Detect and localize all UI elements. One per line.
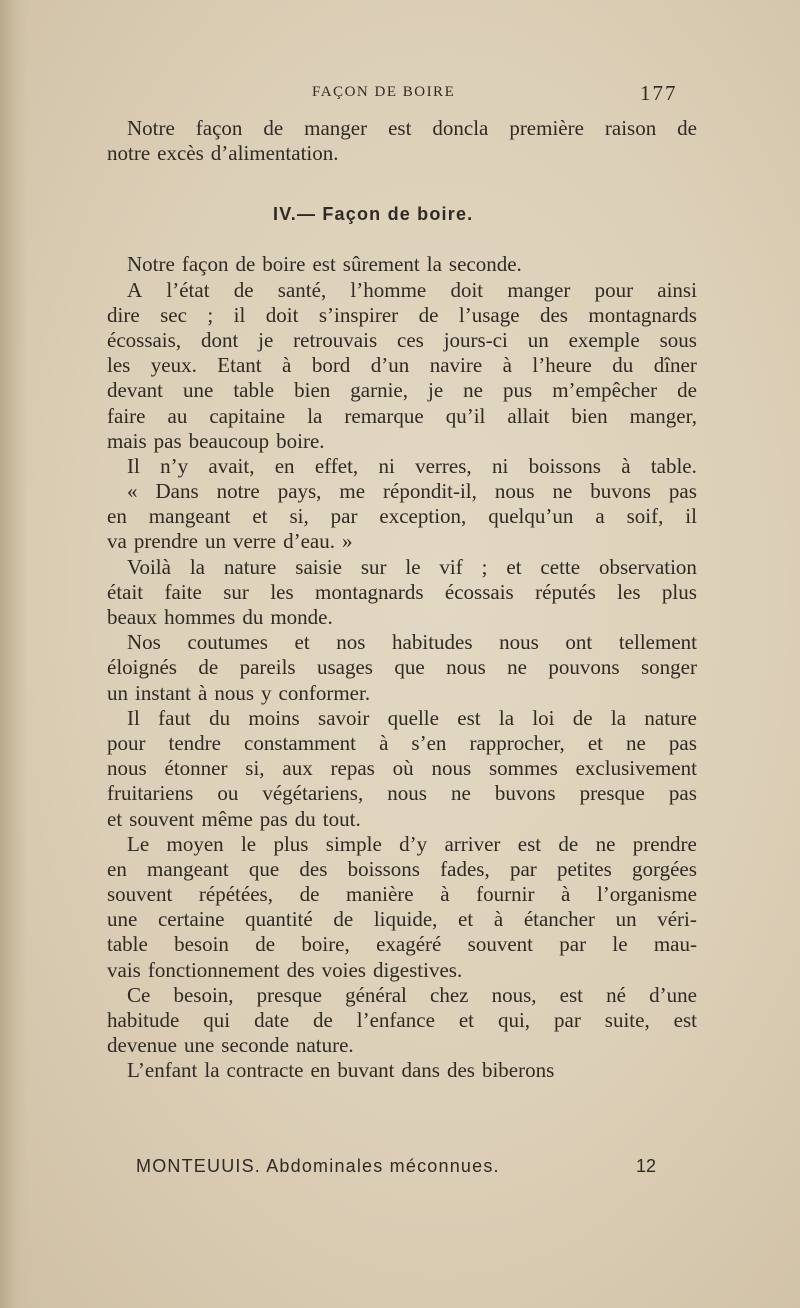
body-text	[107, 116, 697, 1084]
text-line: Le moyen le plus simple d’y arriver est de ne prendre	[127, 831, 697, 856]
text-line: beaux hommes du monde.	[107, 605, 333, 629]
text-line: une certaine quantité de liquide, et à étancher un véri-	[107, 907, 697, 932]
text-line: était faite sur les montagnards écossais réputés les plus	[107, 579, 697, 604]
text-line: notre excès d’alimentation.	[107, 141, 339, 166]
text-line: dire sec ; il doit s’inspirer de l’usage des montagnards	[107, 302, 697, 327]
text-line: Voilà la nature saisie sur le vif ; et cette observation	[127, 554, 697, 579]
text-line: vais fonctionnement des voies digestives.	[107, 957, 463, 982]
text-line: va prendre un verre d’eau. »	[107, 529, 353, 554]
running-head	[0, 81, 800, 108]
paragraphs-after-heading	[107, 252, 697, 1083]
text-line: Il n’y avait, en effet, ni verres, ni boissons à table.	[127, 453, 697, 478]
text-line: fruitariens ou végétariens, nous ne buvons presque pas	[107, 781, 697, 806]
text-line: nous étonner si, aux repas où nous sommes exclusivement	[107, 756, 697, 781]
paragraph-before-heading	[107, 116, 697, 166]
text-line: devant une table bien garnie, je ne pus m’empêcher de	[107, 378, 697, 403]
text-line: en mangeant et si, par exception, quelqu’un a soif, il	[107, 504, 697, 529]
text-line: L’enfant la contracte en buvant dans des biberons	[127, 1058, 555, 1083]
text-line: A l’état de santé, l’homme doit manger pour ainsi	[127, 277, 697, 302]
text-line: mais pas beaucoup boire.	[107, 428, 325, 453]
running-title: FAÇON DE BOIRE	[312, 84, 456, 100]
text-line: un instant à nous y conformer.	[107, 680, 371, 705]
section-heading: IV.— Façon de boire.	[273, 204, 474, 225]
text-line: Ce besoin, presque général chez nous, est né d’une	[127, 982, 697, 1007]
text-line: en mangeant que des boissons fades, par petites gorgées	[107, 856, 697, 881]
text-line: pour tendre constamment à s’en rapprocher, et ne pas	[107, 730, 697, 755]
page-number: 177	[640, 81, 678, 105]
text-line: Notre façon de manger est doncla première raison de	[127, 116, 697, 140]
text-line: faire au capitaine la remarque qu’il allait bien manger,	[107, 403, 697, 428]
text-line: Notre façon de boire est sûrement la seconde.	[127, 252, 522, 277]
text-line: et souvent même pas du tout.	[107, 806, 361, 831]
text-line: devenue une seconde nature.	[107, 1033, 354, 1058]
text-line: « Dans notre pays, me répondit-il, nous ne buvons pas	[127, 479, 697, 504]
text-line: souvent répétées, de manière à fournir à l’organisme	[107, 882, 697, 907]
page-gutter-edge	[0, 0, 28, 1308]
text-line: écossais, dont je retrouvais ces jours-ci un exemple sous	[107, 327, 697, 352]
text-line: habitude qui date de l’enfance et qui, par suite, est	[107, 1008, 697, 1032]
printer-signature: MONTEUUIS. Abdominales méconnues.	[136, 1156, 500, 1176]
text-line: éloignés de pareils usages que nous ne pouvons songer	[107, 655, 697, 680]
text-line: Il faut du moins savoir quelle est la loi de la nature	[127, 705, 697, 730]
text-line: Nos coutumes et nos habitudes nous ont tellement	[127, 630, 697, 655]
text-line: table besoin de boire, exagéré souvent par le mau-	[107, 932, 697, 957]
sheet-number: 12	[636, 1156, 657, 1176]
page-footer	[0, 1156, 800, 1182]
text-line: les yeux. Etant à bord d’un navire à l’heure du dîner	[107, 353, 697, 378]
